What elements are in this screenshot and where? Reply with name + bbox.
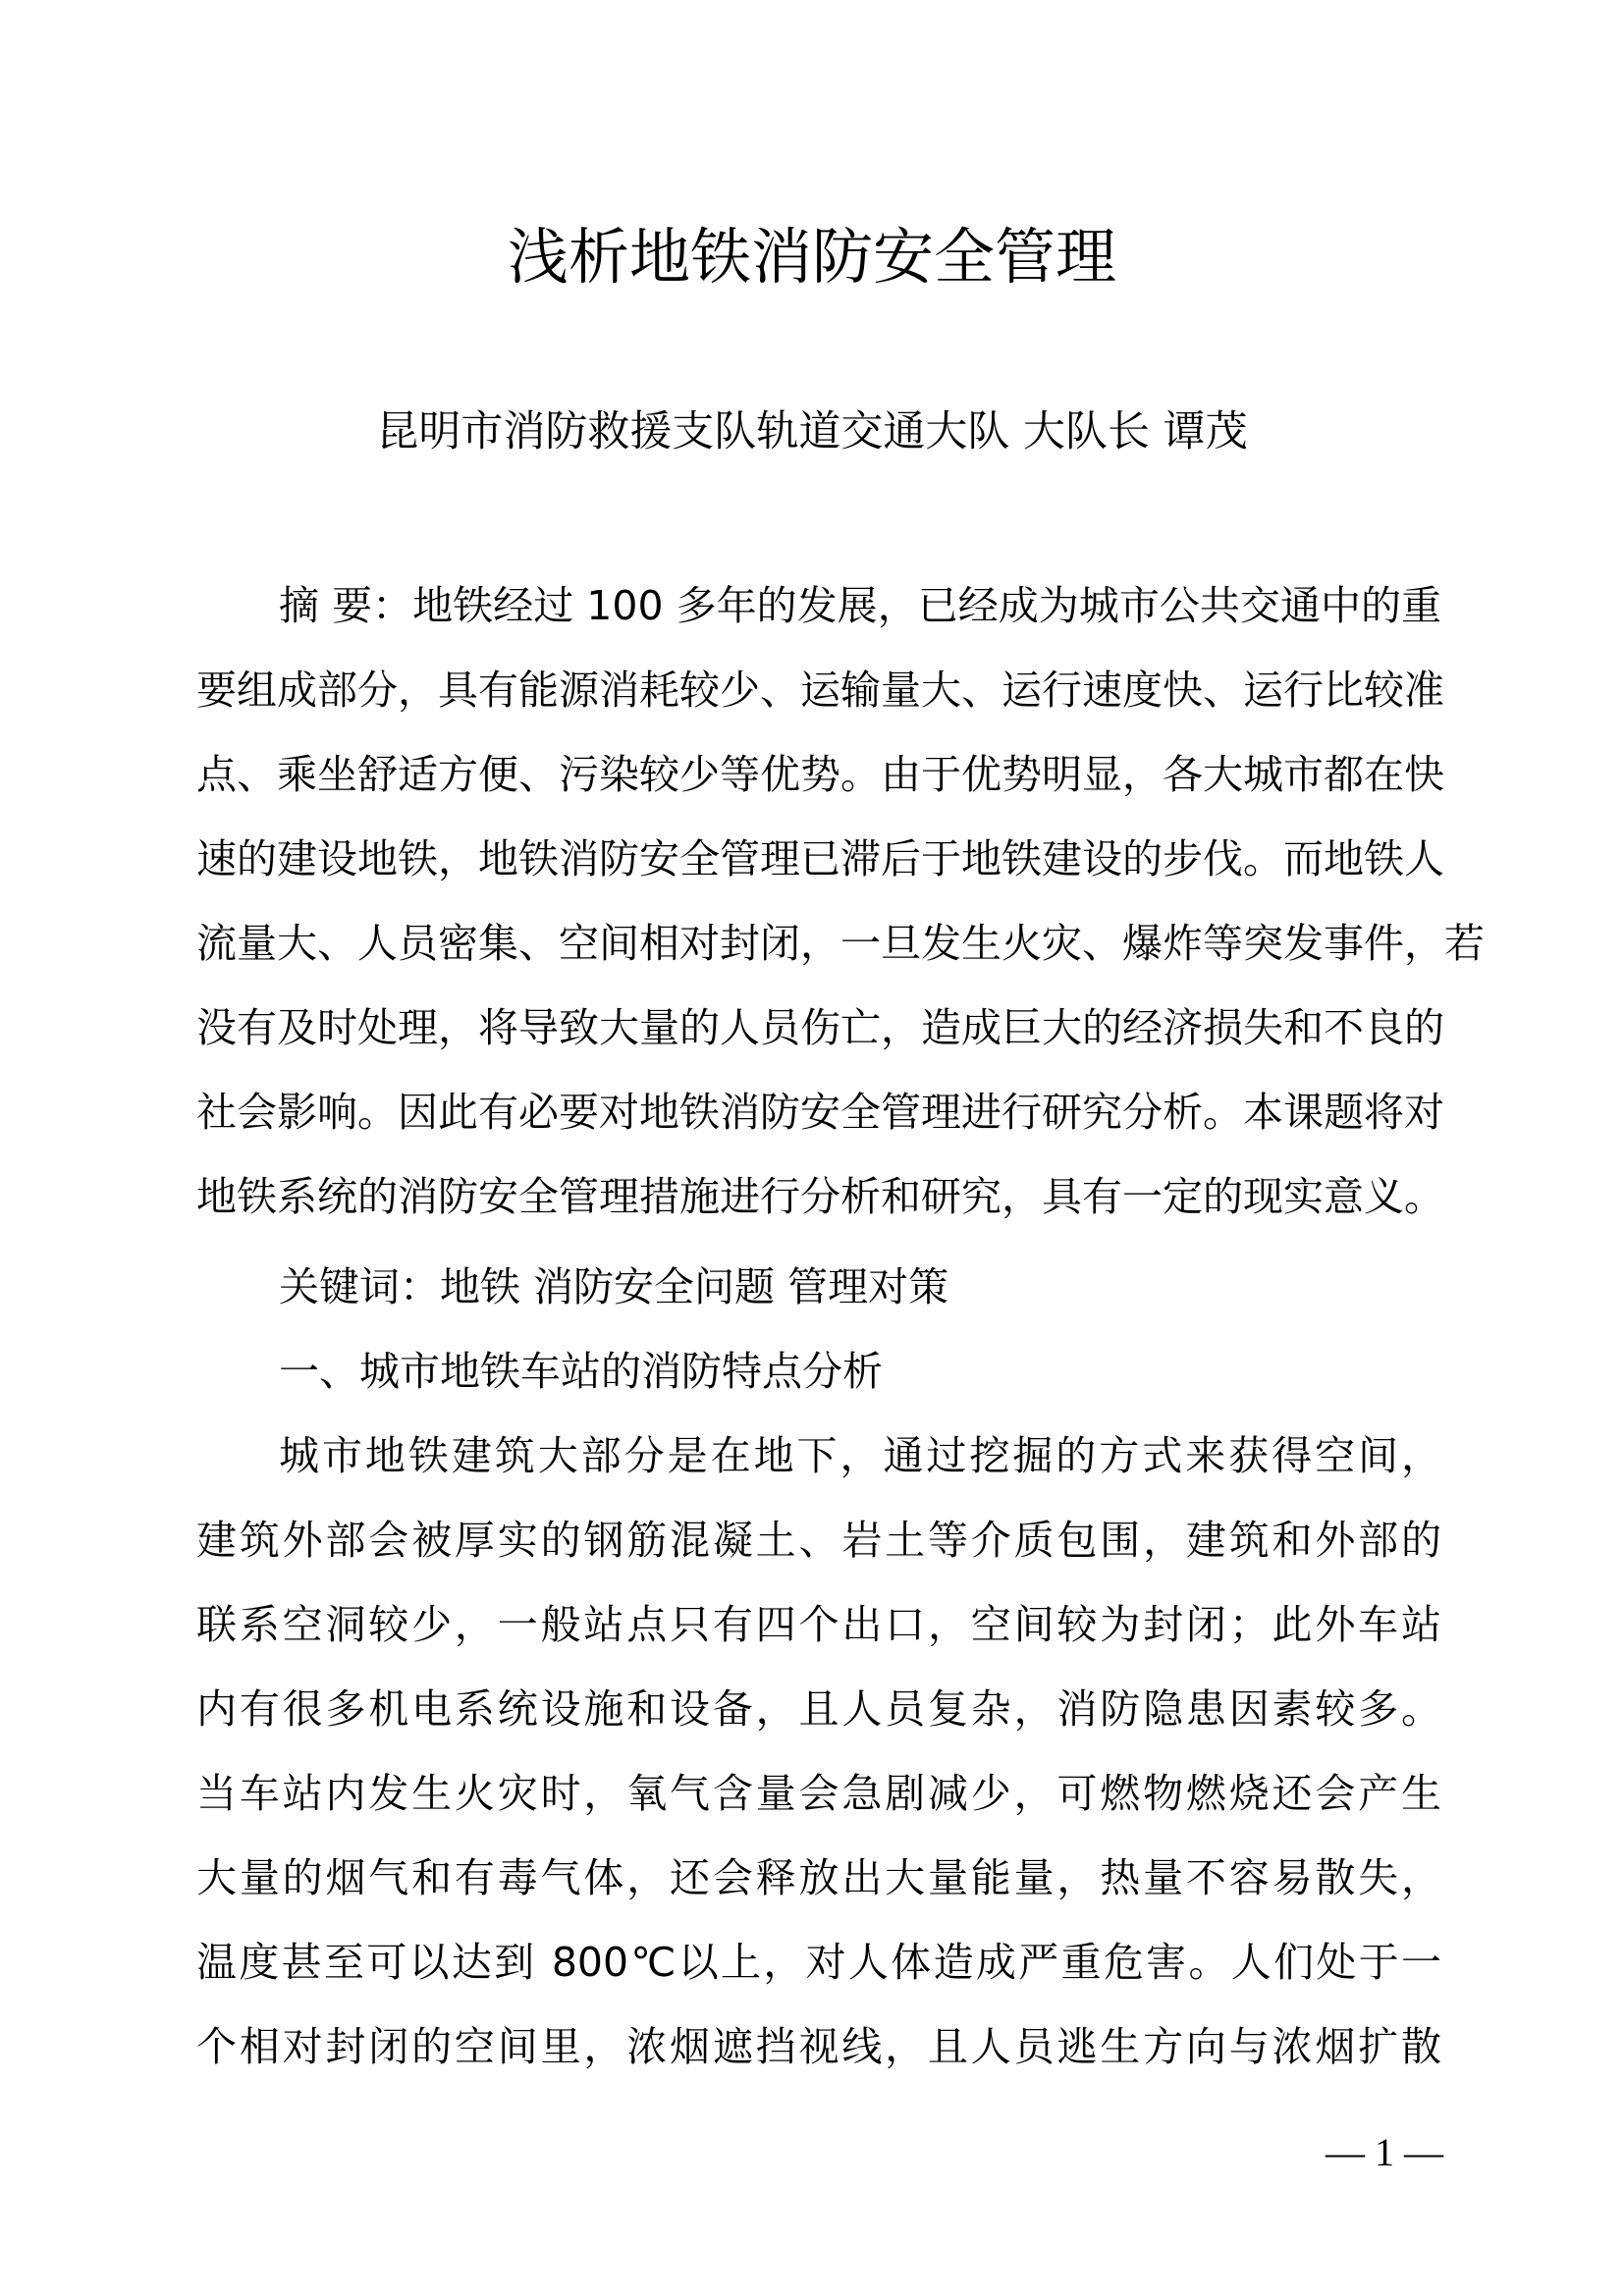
text-line: 地铁系统的消防安全管理措施进行分析和研究，具有一定的现实意义。 [196,1173,1444,1220]
text-line: 建筑外部会被厚实的钢筋混凝土、岩土等介质包围，建筑和外部的 [196,1517,1441,1564]
section-heading: 一、城市地铁车站的消防特点分析 [279,1348,883,1395]
section-body [196,1414,1441,2089]
text-line: 速的建设地铁，地铁消防安全管理已滞后于地铁建设的步伐。而地铁人 [196,835,1444,882]
author-line: 昆明市消防救援支队轨道交通大队 大队长 谭茂 [376,407,1248,456]
text-line: 温度甚至可以达到 800℃以上，对人体造成严重危害。人们处于一 [196,1939,1441,1986]
text-line: 联系空洞较少，一般站点只有四个出口，空间较为封闭；此外车站 [196,1601,1441,1648]
text-line: 社会影响。因此有必要对地铁消防安全管理进行研究分析。本课题将对 [196,1089,1444,1136]
document-title: 浅析地铁消防安全管理 [507,221,1116,293]
keywords-and-section [196,1245,1441,1414]
text-line: 流量大、人员密集、空间相对封闭，一旦发生火灾、爆炸等突发事件，若 [196,920,1485,967]
text-line: 点、乘坐舒适方便、污染较少等优势。由于优势明显，各大城市都在快 [196,751,1444,798]
text-line: 大量的烟气和有毒气体，还会释放出大量能量，热量不容易散失， [196,1854,1441,1901]
text-line: 摘 要：地铁经过 100 多年的发展，已经成为城市公共交通中的重 [279,582,1441,629]
abstract [196,563,1485,1239]
text-line: 要组成部分，具有能源消耗较少、运输量大、运行速度快、运行比较准 [196,667,1444,714]
page-number: — 1 — [1326,2130,1443,2174]
text-line: 没有及时处理，将导致大量的人员伤亡，造成巨大的经济损失和不良的 [196,1004,1444,1051]
text-line: 个相对封闭的空间里，浓烟遮挡视线，且人员逃生方向与浓烟扩散 [196,2023,1441,2070]
text-line: 内有很多机电系统设施和设备，且人员复杂，消防隐患因素较多。 [196,1685,1441,1733]
keywords: 关键词：地铁 消防安全问题 管理对策 [279,1263,949,1310]
text-line: 城市地铁建筑大部分是在地下，通过挖掘的方式来获得空间， [279,1432,1441,1479]
text-line: 当车站内发生火灾时，氧气含量会急剧减少，可燃物燃烧还会产生 [196,1770,1441,1817]
